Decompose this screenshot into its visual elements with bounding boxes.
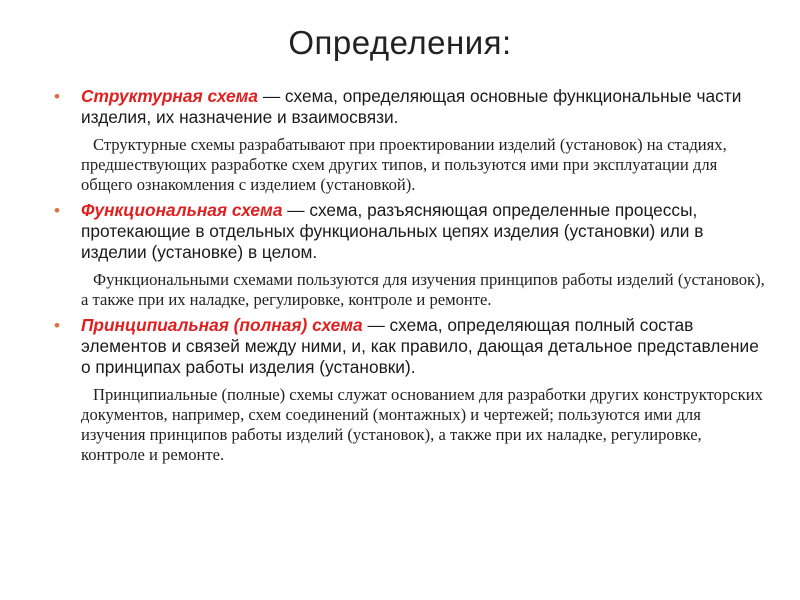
definition-structural xyxy=(54,86,766,128)
term-functional: Функциональная схема xyxy=(81,200,283,220)
note-functional: Функциональными схемами пользуются для изучения принципов работы изделий (установок), а также при их наладке, регулировке, контроле и ремонте. xyxy=(81,270,765,309)
bullet-icon: • xyxy=(54,201,60,220)
definition-text: — схема, определяющая полный состав элементов и связей между ними, и, как правило, дающая детальное представление о принципах работы изделия (установки). xyxy=(81,315,759,377)
bullet-icon: • xyxy=(54,316,60,335)
definition-text: — схема, определяющая основные функциональные части изделия, их назначение и взаимосвязи. xyxy=(81,86,742,127)
bullet-icon: • xyxy=(54,87,60,106)
note-structural: Структурные схемы разрабатывают при проектировании изделий (установок) на стадиях, предшествующих разработке схем других типов, и пользуются ими при эксплуатации для общего ознакомления с изделием (установкой). xyxy=(81,135,727,194)
term-principal: Принципиальная (полная) схема xyxy=(81,315,363,335)
definition-principal xyxy=(54,315,766,378)
note-principal: Принципиальные (полные) схемы служат основанием для разработки других конструкторских документов, например, схем соединений (монтажных) и чертежей; пользуются ими для изучения принципов работы изделий (установок), а также при их наладке, регулировке, контроле и ремонте. xyxy=(81,385,763,464)
definition-functional xyxy=(54,200,766,263)
slide-title: Определения: xyxy=(288,24,512,61)
term-structural: Структурная схема xyxy=(81,86,259,106)
definitions-list xyxy=(54,86,766,470)
definition-text: — схема, разъясняющая определенные процессы, протекающие в отдельных функциональных цепях изделия (установки) или в изделии (установке) в целом. xyxy=(81,200,704,262)
